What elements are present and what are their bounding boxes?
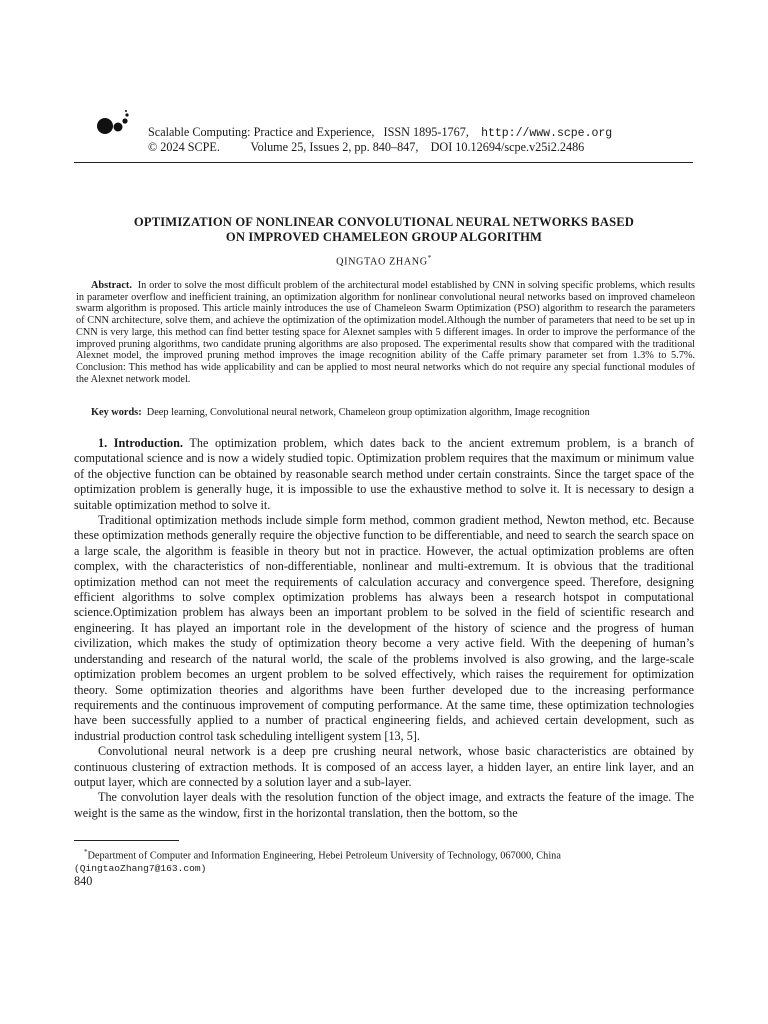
journal-issn: ISSN 1895-1767, bbox=[383, 125, 469, 139]
author-footnote-mark: * bbox=[427, 254, 432, 262]
footnote-rule bbox=[74, 840, 179, 841]
journal-header-line1 bbox=[148, 125, 668, 140]
abstract-text: In order to solve the most difficult problem of the architectural model established by CNN in solving specific problems, which results in parameter overflow and inefficient training, an optimization algorithm for nonlinear convolutional neural networks based on improved chameleon swarm algorithm is proposed. This article mainly introduces the use of Chameleon Swarm Optimization (PSO) algorithm to research the parameters of CNN architecture, solve them, and achieve the optimization of the optimization model.Although the number of parameters that need to be set up in CNN is very large, this method can find better testing space for Alexnet samples with 5 different images. In order to improve the performance of the improved pruning algorithms, two candidate pruning algorithms are also proposed. The experimental results show that compared with the traditional Alexnet model, the improved pruning method improves the image recognition ability of the Caffe primary parameter set from 1.3% to 5.7%. Conclusion: This method has wide applicability and can be applied to most neural networks which do not require any special functional modules of the Alexnet network model. bbox=[76, 280, 695, 385]
intro-paragraph-1: 1. Introduction. The optimization problem, which dates back to the ancient extremum problem, is a branch of computational science and is now a widely studied topic. Optimization problem requires that the maximum or minimum value of the objective function can be obtained by reasonable search method under certain constraints. Since the target space of the optimization problem is generally huge, it is impossible to use the exhaustive method to solve it. It is necessary to design a suitable optimization method to solve it. bbox=[74, 436, 694, 512]
footnote-mark: * bbox=[84, 848, 88, 856]
title-line-2: ON IMPROVED CHAMELEON GROUP ALGORITHM bbox=[225, 230, 543, 244]
footnote-affiliation: Department of Computer and Information Engineering, Hebei Petroleum University of Technology, 067000, China bbox=[87, 850, 561, 862]
volume-info: Volume 25, Issues 2, pp. 840–847, bbox=[250, 140, 419, 154]
section-heading: 1. Introduction. bbox=[98, 436, 183, 450]
paper-title bbox=[74, 215, 694, 245]
keywords-label: Key words: bbox=[91, 407, 142, 418]
intro-paragraph-3: Convolutional neural network is a deep pre crushing neural network, whose basic characteristics are obtained by continuous clustering of extraction methods. It is composed of an access layer, a hidden layer, an entire link layer, and an output layer, which are connected by a solution layer and a sub-layer. bbox=[74, 744, 694, 789]
intro-paragraph-4: The convolution layer deals with the resolution function of the object image, and extracts the feature of the image. The weight is the same as the window, first in the horizontal translation, then the bottom, so the bbox=[74, 790, 694, 820]
journal-url-link[interactable]: http://www.scpe.org bbox=[481, 127, 613, 140]
keywords-text: Deep learning, Convolutional neural network, Chameleon group optimization algorithm, Image recognition bbox=[146, 407, 590, 418]
footnote-email: (QingtaoZhang7@163.com) bbox=[74, 862, 207, 874]
keywords bbox=[91, 407, 696, 418]
author-line bbox=[74, 254, 694, 267]
journal-logo-icon bbox=[96, 108, 132, 138]
doi: DOI 10.12694/scpe.v25i2.2486 bbox=[430, 140, 585, 154]
author-name: QINGTAO ZHANG bbox=[336, 256, 428, 268]
footnote bbox=[74, 846, 694, 875]
paper-body bbox=[74, 436, 694, 821]
abstract bbox=[76, 280, 695, 385]
title-line-1: OPTIMIZATION OF NONLINEAR CONVOLUTIONAL NEURAL NETWORKS BASED bbox=[133, 215, 635, 229]
journal-header-line2 bbox=[148, 140, 668, 155]
header-rule bbox=[74, 162, 693, 163]
intro-paragraph-2: Traditional optimization methods include simple form method, common gradient method, Newton method, etc. Because these optimization methods generally require the objective function to be differentiable, and need to search the search space on a large scale, the algorithm is feasible in theory but not in practice. However, the actual optimization problems are often complex, with the characteristics of non-differentiable, nonlinear and multi-extremum. It is obvious that the traditional optimization method can not meet the requirements of calculation accuracy and convergence speed. Therefore, designing efficient algorithms to solve complex optimization problems has always been a research hotspot in computational science.Optimization problem has always been an important problem to be solved in the field of scientific research and engineering. It has played an important role in the development of the history of science and the progress of human civilization, which makes the study of optimization theory become a very active field. With the deepening of human’s understanding and research of the natural world, the scale of the problems involved is also growing, and the large-scale optimization problem becomes an urgent problem to be solved effectively, which raises the requirement for optimization theory. Some optimization theories and algorithms have been further developed due to the increasing performance requirements and the continuous improvement of computing performance. At the same time, these optimization technologies have been successfully applied to a number of practical engineering fields, and achieved certain development, such as industrial production control task scheduling intelligent system [13, 5]. bbox=[74, 513, 694, 743]
copyright: © 2024 SCPE. bbox=[148, 140, 220, 154]
abstract-label: Abstract. bbox=[91, 280, 132, 291]
journal-name: Scalable Computing: Practice and Experience, bbox=[148, 125, 375, 139]
page-number: 840 bbox=[74, 874, 93, 888]
